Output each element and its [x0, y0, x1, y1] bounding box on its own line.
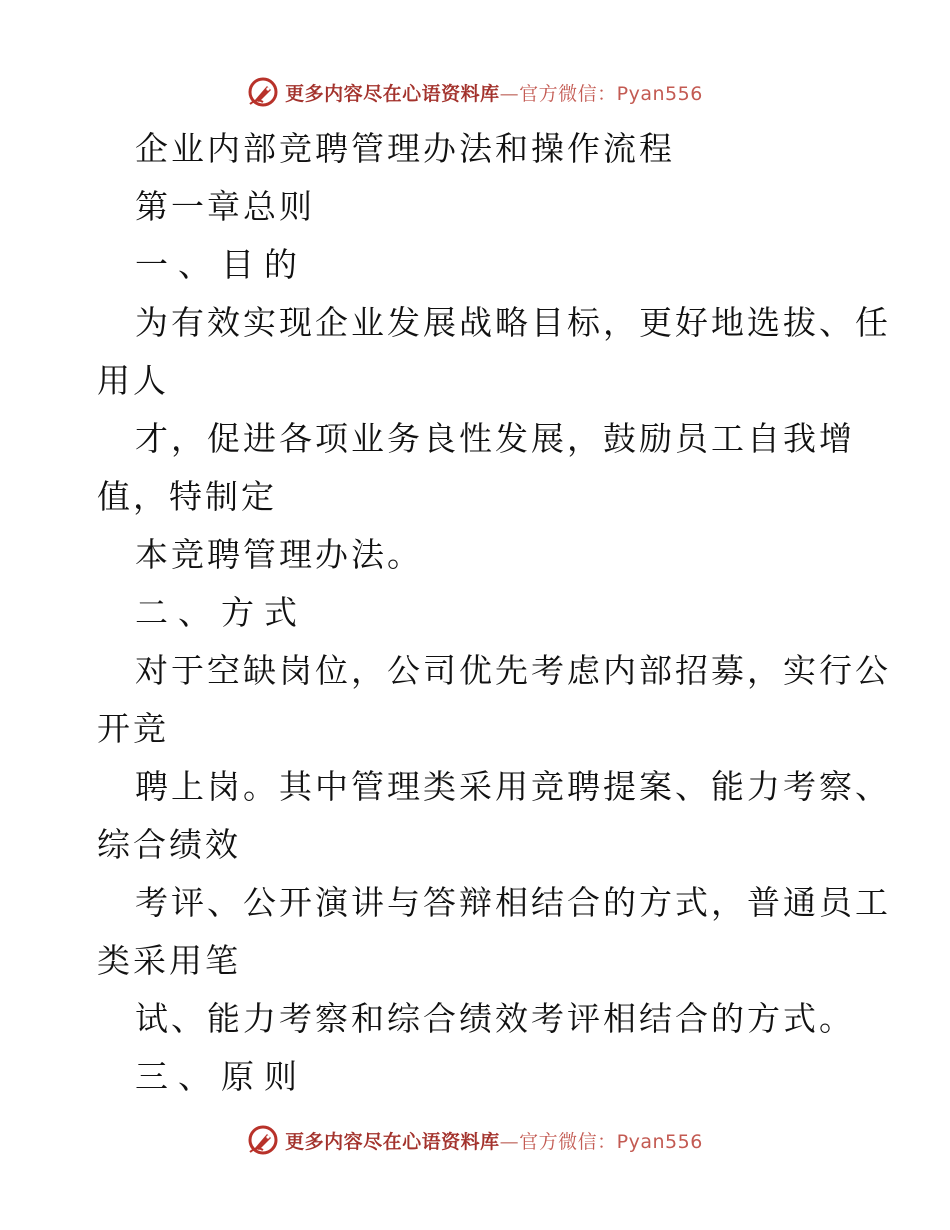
section-heading-purpose: 一、目的	[135, 245, 307, 284]
document-body	[97, 120, 891, 1106]
paragraph-line: 为有效实现企业发展战略目标，更好地选拔、任	[135, 303, 891, 342]
banner-main-text: 更多内容尽在心语资料库	[285, 82, 500, 105]
pen-nib-logo-icon	[247, 1124, 279, 1156]
chapter-heading: 第一章总则	[135, 187, 315, 226]
banner-text	[285, 1127, 703, 1154]
banner-dash: —	[499, 82, 520, 105]
paragraph-line: 值，特制定	[97, 477, 277, 516]
section-heading-principle: 三、原则	[135, 1057, 307, 1096]
paragraph-line: 用人	[97, 361, 169, 400]
document-title: 企业内部竞聘管理办法和操作流程	[135, 129, 675, 168]
banner-main-text: 更多内容尽在心语资料库	[285, 1130, 500, 1153]
banner-contact-text: 官方微信：Pyan556	[519, 82, 703, 105]
paragraph-line: 综合绩效	[97, 825, 241, 864]
paragraph-line: 对于空缺岗位，公司优先考虑内部招募，实行公	[135, 651, 891, 690]
pen-nib-logo-icon	[247, 76, 279, 108]
paragraph-line: 才，促进各项业务良性发展，鼓励员工自我增	[135, 419, 855, 458]
paragraph-line: 本竞聘管理办法。	[135, 535, 423, 574]
banner-text	[285, 79, 703, 106]
banner-dash: —	[499, 1130, 520, 1153]
footer-watermark-banner	[0, 1118, 950, 1162]
header-watermark-banner	[0, 70, 950, 114]
paragraph-line: 聘上岗。其中管理类采用竞聘提案、能力考察、	[135, 767, 891, 806]
paragraph-line: 类采用笔	[97, 941, 241, 980]
paragraph-line: 试、能力考察和综合绩效考评相结合的方式。	[135, 999, 855, 1038]
banner-contact-text: 官方微信：Pyan556	[519, 1130, 703, 1153]
paragraph-line: 考评、公开演讲与答辩相结合的方式，普通员工	[135, 883, 891, 922]
section-heading-method: 二、方式	[135, 593, 307, 632]
paragraph-line: 开竞	[97, 709, 169, 748]
